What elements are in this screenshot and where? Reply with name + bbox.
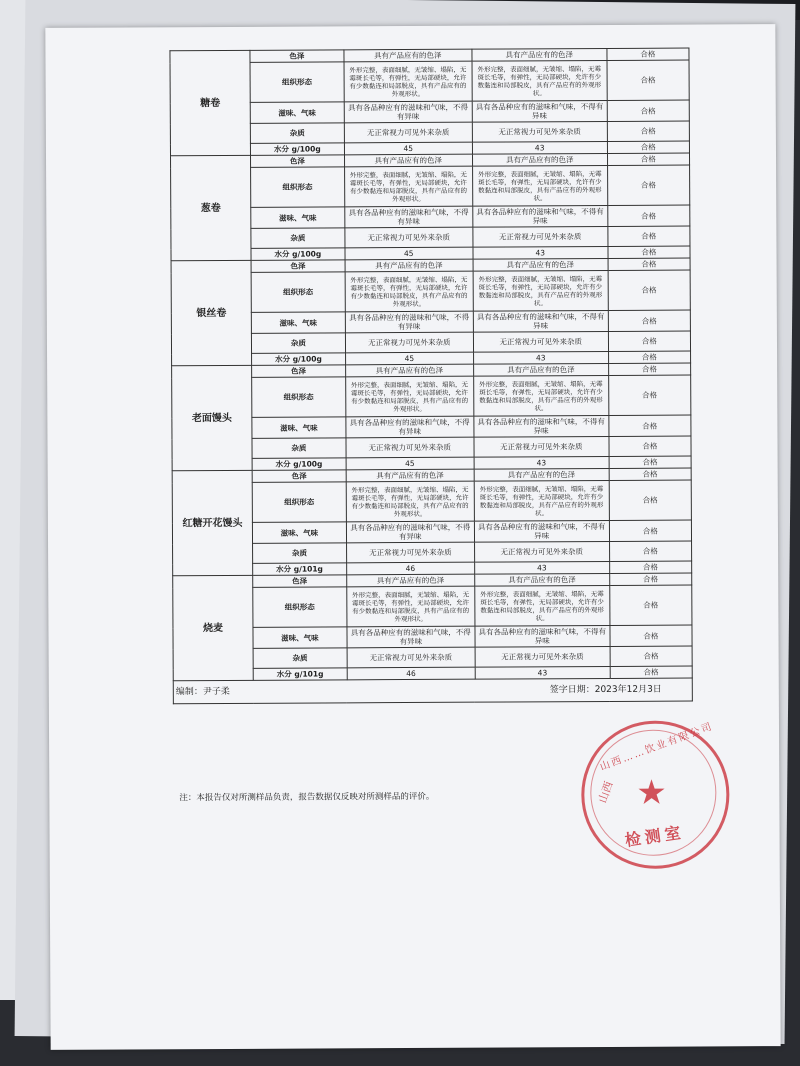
editor-label: 编制：尹子柔 (173, 679, 475, 704)
standard-requirement: 45 (345, 247, 473, 260)
seal-center-text: 检测室 (623, 822, 686, 850)
seal-side-text: 山西 (595, 779, 616, 805)
standard-requirement: 45 (346, 457, 474, 470)
test-result: 43 (474, 456, 609, 469)
standard-requirement: 具有各品种应有的滋味和气味，不得有异味 (347, 626, 475, 648)
inspection-seal (581, 720, 730, 869)
product-name: 烧麦 (173, 575, 254, 680)
test-result: 具有各品种应有的滋味和气味，不得有异味 (474, 415, 609, 437)
standard-requirement: 具有各品种应有的滋味和气味，不得有异味 (345, 206, 473, 228)
test-item: 水分 g/100g (250, 143, 344, 155)
test-item: 水分 g/100g (252, 353, 346, 365)
test-item: 水分 g/101g (253, 563, 347, 575)
test-result: 具有各品种应有的滋味和气味，不得有异味 (473, 205, 608, 227)
test-result: 43 (473, 246, 608, 259)
verdict-cell: 合格 (608, 270, 691, 310)
test-item: 组织形态 (251, 167, 345, 207)
verdict-cell: 合格 (608, 363, 690, 375)
verdict-cell: 合格 (607, 165, 690, 205)
test-item: 水分 g/100g (251, 248, 345, 260)
test-item: 色泽 (252, 365, 346, 377)
test-item: 色泽 (251, 155, 345, 167)
verdict-cell: 合格 (609, 480, 692, 520)
inspection-table-body (170, 48, 692, 681)
test-result: 无正常视力可见外来杂质 (474, 436, 609, 457)
standard-requirement: 具有产品应有的色泽 (346, 469, 474, 482)
test-result: 外形完整，表面细腻，无皱缩、塌陷，无霉斑长毛等，有弹性，无局部硬块，允许有少数黏连和局部脱皮，具有产品应有的外观形状。 (473, 375, 608, 416)
test-item: 滋味、气味 (252, 522, 346, 543)
test-result: 无正常视力可见外来杂质 (472, 121, 607, 142)
standard-requirement: 具有产品应有的色泽 (345, 259, 473, 272)
standard-requirement: 46 (346, 562, 474, 575)
test-item: 杂质 (250, 123, 344, 143)
test-result: 外形完整，表面细腻，无皱缩、塌陷，无霉斑长毛等，有弹性，无局部硬块，允许有少数黏连和局部脱皮，具有产品应有的外观形状。 (472, 165, 607, 206)
verdict-cell: 合格 (609, 585, 692, 625)
seal-arc-text: 山西……饮业有限公司 (598, 721, 715, 774)
test-item: 杂质 (251, 228, 345, 248)
verdict-cell: 合格 (608, 226, 690, 246)
test-item: 杂质 (252, 438, 346, 458)
standard-requirement: 具有各品种应有的滋味和气味，不得有异味 (346, 521, 474, 543)
test-item: 滋味、气味 (250, 102, 344, 123)
test-item: 色泽 (252, 470, 346, 482)
standard-requirement: 具有产品应有的色泽 (344, 49, 472, 62)
standard-requirement: 具有各品种应有的滋味和气味，不得有异味 (345, 311, 473, 333)
standard-requirement: 外形完整，表面细腻，无皱缩、塌陷，无霉斑长毛等，有弹性，无局部硬块，允许有少数黏连和局部脱皮，具有产品应有的外观形状。 (347, 586, 475, 627)
test-result: 具有各品种应有的滋味和气味，不得有异味 (473, 310, 608, 332)
standard-requirement: 无正常视力可见外来杂质 (346, 437, 474, 458)
verdict-cell: 合格 (609, 520, 691, 541)
test-result: 外形完整，表面细腻，无皱缩、塌陷，无霉斑长毛等，有弹性，无局部硬块，允许有少数黏连和局部脱皮，具有产品应有的外观形状。 (472, 60, 607, 101)
test-result: 43 (474, 561, 609, 574)
verdict-cell: 合格 (609, 541, 691, 561)
test-item: 滋味、气味 (253, 627, 347, 648)
test-result: 无正常视力可见外来杂质 (474, 541, 609, 562)
test-result: 无正常视力可见外来杂质 (473, 226, 608, 247)
verdict-cell: 合格 (607, 48, 689, 60)
standard-requirement: 45 (344, 142, 472, 155)
footer-row (173, 678, 692, 704)
standard-requirement: 无正常视力可见外来杂质 (345, 332, 473, 353)
test-item: 色泽 (251, 260, 345, 272)
test-item: 杂质 (251, 333, 345, 353)
test-result: 具有各品种应有的滋味和气味，不得有异味 (472, 100, 607, 122)
test-item: 水分 g/101g (253, 668, 347, 680)
test-result: 外形完整，表面细腻，无皱缩、塌陷，无霉斑长毛等，有弹性，无局部硬块，允许有少数黏连和局部脱皮，具有产品应有的外观形状。 (474, 480, 609, 521)
test-item: 杂质 (253, 648, 347, 668)
test-result: 43 (475, 666, 610, 679)
verdict-cell: 合格 (608, 375, 691, 415)
test-item: 组织形态 (252, 482, 346, 522)
standard-requirement: 外形完整，表面细腻，无皱缩、塌陷，无霉斑长毛等，有弹性，无局部硬块，允许有少数黏连和局部脱皮，具有产品应有的外观形状。 (344, 166, 472, 207)
verdict-cell: 合格 (610, 625, 692, 646)
test-result: 具有产品应有的色泽 (472, 48, 607, 61)
verdict-cell: 合格 (608, 310, 690, 331)
test-result: 无正常视力可见外来杂质 (473, 331, 608, 352)
test-result: 具有产品应有的色泽 (473, 363, 608, 376)
sign-date: 签字日期：2023年12月3日 (475, 678, 692, 702)
verdict-cell: 合格 (607, 205, 689, 226)
standard-requirement: 无正常视力可见外来杂质 (347, 647, 475, 668)
test-result: 无正常视力可见外来杂质 (475, 646, 610, 667)
report-note: 注：本报告仅对所测样品负责，报告数据仅反映对所测样品的评价。 (179, 791, 435, 804)
verdict-cell: 合格 (608, 351, 690, 363)
test-item: 水分 g/100g (252, 458, 346, 470)
test-item: 色泽 (253, 575, 347, 587)
test-item: 组织形态 (251, 272, 345, 312)
verdict-cell: 合格 (609, 436, 691, 456)
verdict-cell: 合格 (610, 646, 692, 666)
product-name: 银丝卷 (171, 260, 252, 365)
test-result: 具有产品应有的色泽 (473, 258, 608, 271)
test-item: 组织形态 (252, 377, 346, 417)
verdict-cell: 合格 (609, 456, 691, 468)
standard-requirement: 无正常视力可见外来杂质 (345, 227, 473, 248)
verdict-cell: 合格 (610, 666, 692, 678)
standard-requirement: 外形完整，表面细腻，无皱缩、塌陷，无霉斑长毛等，有弹性，无局部硬块，允许有少数黏连和局部脱皮，具有产品应有的外观形状。 (346, 481, 474, 522)
product-name: 葱卷 (171, 155, 252, 260)
verdict-cell: 合格 (607, 141, 689, 153)
product-name: 老面馒头 (172, 365, 253, 470)
verdict-cell: 合格 (607, 100, 689, 121)
inspection-table-wrapper (169, 48, 692, 705)
test-item: 滋味、气味 (252, 417, 346, 438)
verdict-cell: 合格 (609, 561, 691, 573)
product-name: 糖卷 (170, 50, 251, 155)
verdict-cell: 合格 (608, 246, 690, 258)
standard-requirement: 具有各品种应有的滋味和气味，不得有异味 (346, 416, 474, 438)
verdict-cell: 合格 (609, 468, 691, 480)
product-name: 红糖开花馒头 (172, 470, 253, 575)
standard-requirement: 外形完整，表面细腻，无皱缩、塌陷，无霉斑长毛等，有弹性，无局部硬块，允许有少数黏连和局部脱皮，具有产品应有的外观形状。 (344, 61, 472, 102)
test-item: 组织形态 (253, 587, 347, 627)
test-item: 色泽 (250, 50, 344, 62)
standard-requirement: 45 (345, 352, 473, 365)
verdict-cell: 合格 (609, 415, 691, 436)
standard-requirement: 具有产品应有的色泽 (346, 574, 474, 587)
standard-requirement: 外形完整，表面细腻，无皱缩、塌陷，无霉斑长毛等，有弹性，无局部硬块，允许有少数黏连和局部脱皮，具有产品应有的外观形状。 (345, 271, 473, 312)
verdict-cell: 合格 (607, 60, 690, 100)
test-result: 43 (473, 351, 608, 364)
report-page (45, 24, 780, 1050)
test-result: 具有各品种应有的滋味和气味，不得有异味 (474, 520, 609, 542)
test-item: 滋味、气味 (251, 207, 345, 228)
test-result: 43 (472, 141, 607, 154)
test-item: 杂质 (253, 543, 347, 563)
verdict-cell: 合格 (608, 258, 690, 270)
standard-requirement: 无正常视力可见外来杂质 (346, 542, 474, 563)
standard-requirement: 外形完整，表面细腻，无皱缩、塌陷，无霉斑长毛等，有弹性，无局部硬块，允许有少数黏连和局部脱皮，具有产品应有的外观形状。 (345, 376, 473, 417)
standard-requirement: 46 (347, 667, 475, 680)
standard-requirement: 无正常视力可见外来杂质 (344, 122, 472, 143)
standard-requirement: 具有各品种应有的滋味和气味，不得有异味 (344, 101, 472, 123)
test-result: 具有各品种应有的滋味和气味，不得有异味 (475, 625, 610, 647)
verdict-cell: 合格 (607, 153, 689, 165)
test-result: 外形完整，表面细腻，无皱缩、塌陷，无霉斑长毛等，有弹性，无局部硬块，允许有少数黏连和局部脱皮，具有产品应有的外观形状。 (475, 585, 610, 626)
inspection-table (169, 48, 692, 705)
verdict-cell: 合格 (608, 331, 690, 351)
test-item: 组织形态 (250, 62, 344, 102)
verdict-cell: 合格 (609, 573, 691, 585)
seal-star-icon: ★ (636, 772, 667, 813)
test-result: 具有产品应有的色泽 (474, 468, 609, 481)
test-item: 滋味、气味 (251, 312, 345, 333)
test-result: 具有产品应有的色泽 (472, 153, 607, 166)
standard-requirement: 具有产品应有的色泽 (345, 364, 473, 377)
standard-requirement: 具有产品应有的色泽 (344, 154, 472, 167)
test-result: 外形完整，表面细腻，无皱缩、塌陷，无霉斑长毛等，有弹性，无局部硬块，允许有少数黏连和局部脱皮，具有产品应有的外观形状。 (473, 270, 608, 311)
verdict-cell: 合格 (607, 121, 689, 141)
test-result: 具有产品应有的色泽 (474, 573, 609, 586)
